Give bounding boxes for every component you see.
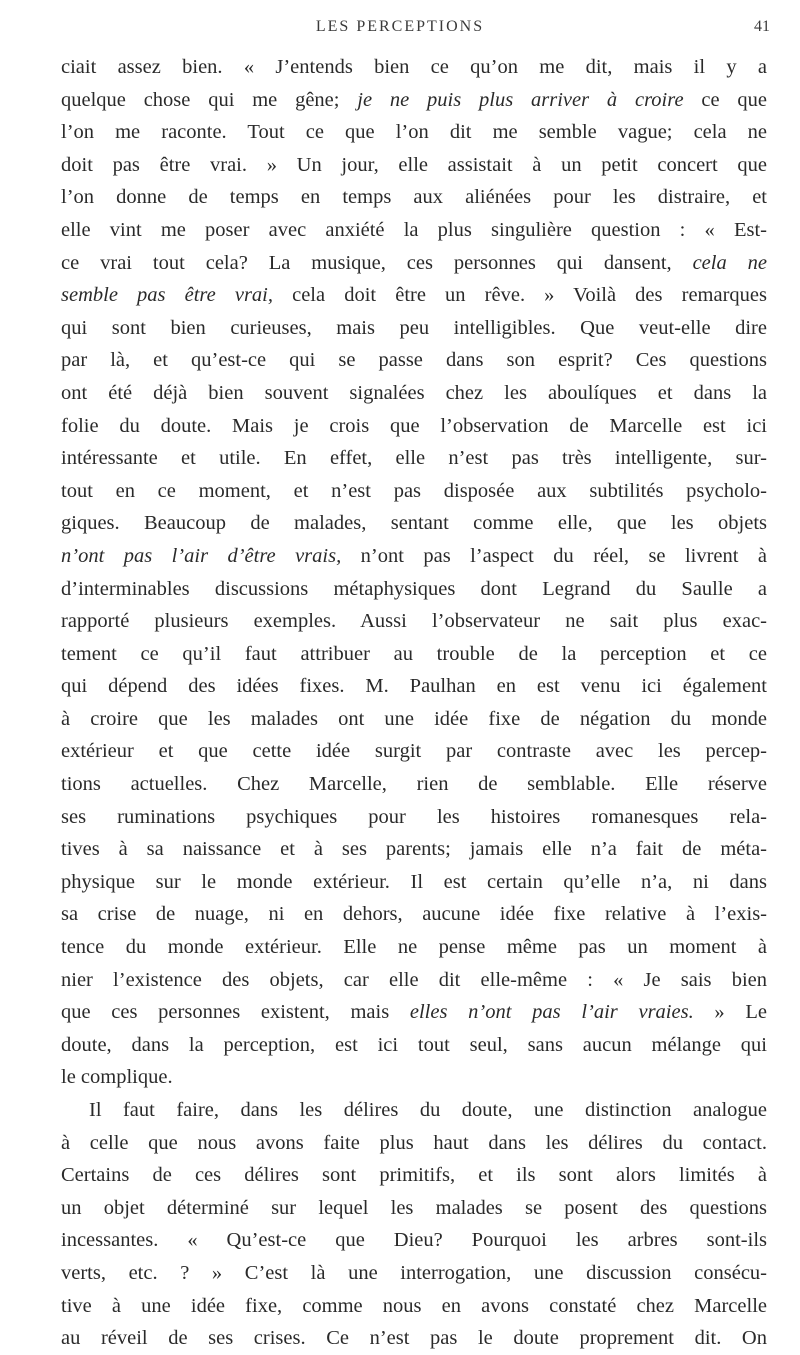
text-run: elle vint me poser avec anxiété la plus singulière question : « Est- — [61, 218, 767, 241]
text-run: au réveil de ses crises. Ce n’est pas le doute proprement dit. On — [61, 1327, 767, 1350]
text-run: à celle que nous avons faite plus haut dans les délires du contact. — [61, 1131, 767, 1154]
text-line — [61, 1127, 767, 1160]
text-run: sa crise de nuage, ni en dehors, aucune idée fixe relative à l’exis- — [61, 903, 767, 926]
text-run: » Le — [693, 1001, 767, 1024]
text-run: qui dépend des idées fixes. M. Paulhan en est venu ici également — [61, 675, 767, 698]
text-run: le complique. — [61, 1066, 173, 1089]
text-line — [61, 247, 767, 280]
text-line — [61, 1029, 767, 1062]
text-line — [61, 801, 767, 834]
text-run: doit pas être vrai. » Un jour, elle assistait à un petit concert que — [61, 153, 767, 176]
text-run: tence du monde extérieur. Elle ne pense même pas un moment à — [61, 936, 767, 959]
italic-phrase: semble pas être vrai, — [61, 284, 273, 307]
text-line — [61, 898, 767, 931]
text-line — [61, 279, 767, 312]
text-run: ses ruminations psychiques pour les histoires romanesques rela- — [61, 805, 767, 828]
text-run: nier l’existence des objets, car elle dit elle-même : « Je sais bien — [61, 968, 767, 991]
italic-phrase: je ne puis plus arriver à croire — [357, 88, 684, 111]
italic-phrase: cela ne — [692, 251, 767, 274]
text-run: par là, et qu’est-ce qui se passe dans son esprit? Ces questions — [61, 349, 767, 372]
text-line — [61, 1061, 767, 1094]
text-run: un objet déterminé sur lequel les malades se posent des questions — [61, 1196, 767, 1219]
text-line — [61, 638, 767, 671]
text-run: quelque chose qui me gêne; — [61, 88, 358, 111]
text-line — [61, 181, 767, 214]
text-run: extérieur et que cette idée surgit par contraste avec les percep- — [61, 740, 767, 763]
text-run: folie du doute. Mais je crois que l’observation de Marcelle est ici — [61, 414, 767, 437]
italic-phrase: elles n’ont pas l’air vraies. — [409, 1001, 694, 1024]
text-run: d’interminables discussions métaphysiques dont Legrand du Saulle a — [61, 577, 767, 600]
text-line — [61, 377, 767, 410]
text-line — [61, 51, 767, 84]
text-line — [61, 1257, 767, 1290]
text-line — [61, 1094, 767, 1127]
text-run: n’ont pas l’aspect du réel, se livrent à — [341, 544, 767, 567]
text-line — [61, 866, 767, 899]
text-line — [61, 540, 767, 573]
running-title: LES PERCEPTIONS — [315, 18, 485, 35]
page-number: 41 — [754, 18, 770, 35]
text-line — [61, 344, 767, 377]
text-run: doute, dans la perception, est ici tout seul, sans aucun mélange qui — [61, 1033, 767, 1056]
text-line — [61, 1322, 767, 1355]
text-run: à croire que les malades ont une idée fixe de négation du monde — [61, 707, 767, 730]
text-line — [61, 1192, 767, 1225]
text-line — [61, 214, 767, 247]
text-run: Certains de ces délires sont primitifs, et ils sont alors limités à — [61, 1164, 767, 1187]
text-line — [61, 1224, 767, 1257]
body-text — [61, 51, 767, 1355]
text-line — [61, 442, 767, 475]
text-run: intéressante et utile. En effet, elle n’est pas très intelligente, sur- — [61, 447, 767, 470]
text-run: Il faut faire, dans les délires du doute, une distinction analogue — [89, 1099, 767, 1121]
text-line — [61, 149, 767, 182]
text-line — [61, 670, 767, 703]
text-line — [61, 410, 767, 443]
text-line — [61, 931, 767, 964]
text-line — [61, 116, 767, 149]
text-run: l’on donne de temps en temps aux aliénées pour les distraire, et — [61, 186, 767, 209]
text-line — [61, 833, 767, 866]
text-run: l’on me raconte. Tout ce que l’on dit me semble vague; cela ne — [61, 121, 767, 144]
running-head — [0, 18, 800, 42]
italic-phrase: n’ont pas l’air d’être vrais, — [61, 544, 342, 567]
text-run: ont été déjà bien souvent signalées chez les aboulíques et dans la — [61, 381, 767, 404]
text-line — [61, 84, 767, 117]
text-line — [61, 573, 767, 606]
text-line — [61, 475, 767, 508]
text-run: cela doit être un rêve. » Voilà des remarques — [273, 284, 767, 307]
text-run: ce que — [683, 88, 767, 111]
text-run: incessantes. « Qu’est-ce que Dieu? Pourquoi les arbres sont-ils — [61, 1229, 767, 1252]
text-run: verts, etc. ? » C’est là une interrogation, une discussion consécu- — [61, 1261, 767, 1284]
text-run: tives à sa naissance et à ses parents; jamais elle n’a fait de méta- — [61, 838, 767, 861]
text-line — [61, 996, 767, 1029]
text-run: ce vrai tout cela? La musique, ces personnes qui dansent, — [61, 251, 693, 274]
text-run: ciait assez bien. « J’entends bien ce qu’on me dit, mais il y a — [61, 56, 767, 78]
text-run: tive à une idée fixe, comme nous en avons constaté chez Marcelle — [61, 1294, 767, 1317]
text-line — [61, 735, 767, 768]
text-line — [61, 964, 767, 997]
text-run: qui sont bien curieuses, mais peu intelligibles. Que veut-elle dire — [61, 316, 767, 339]
text-run: giques. Beaucoup de malades, sentant comme elle, que les objets — [61, 512, 767, 535]
text-line — [61, 312, 767, 345]
text-run: tout en ce moment, et n’est pas disposée aux subtilités psycholo- — [61, 479, 767, 502]
text-run: que ces personnes existent, mais — [61, 1001, 410, 1024]
text-run: tement ce qu’il faut attribuer au trouble de la perception et ce — [61, 642, 767, 665]
text-run: tions actuelles. Chez Marcelle, rien de semblable. Elle réserve — [61, 773, 767, 796]
text-line — [61, 507, 767, 540]
text-run: rapporté plusieurs exemples. Aussi l’observateur ne sait plus exac- — [61, 610, 767, 633]
text-line — [61, 768, 767, 801]
text-line — [61, 1159, 767, 1192]
text-line — [61, 703, 767, 736]
text-line — [61, 605, 767, 638]
text-line — [61, 1290, 767, 1323]
text-run: physique sur le monde extérieur. Il est certain qu’elle n’a, ni dans — [61, 870, 767, 893]
